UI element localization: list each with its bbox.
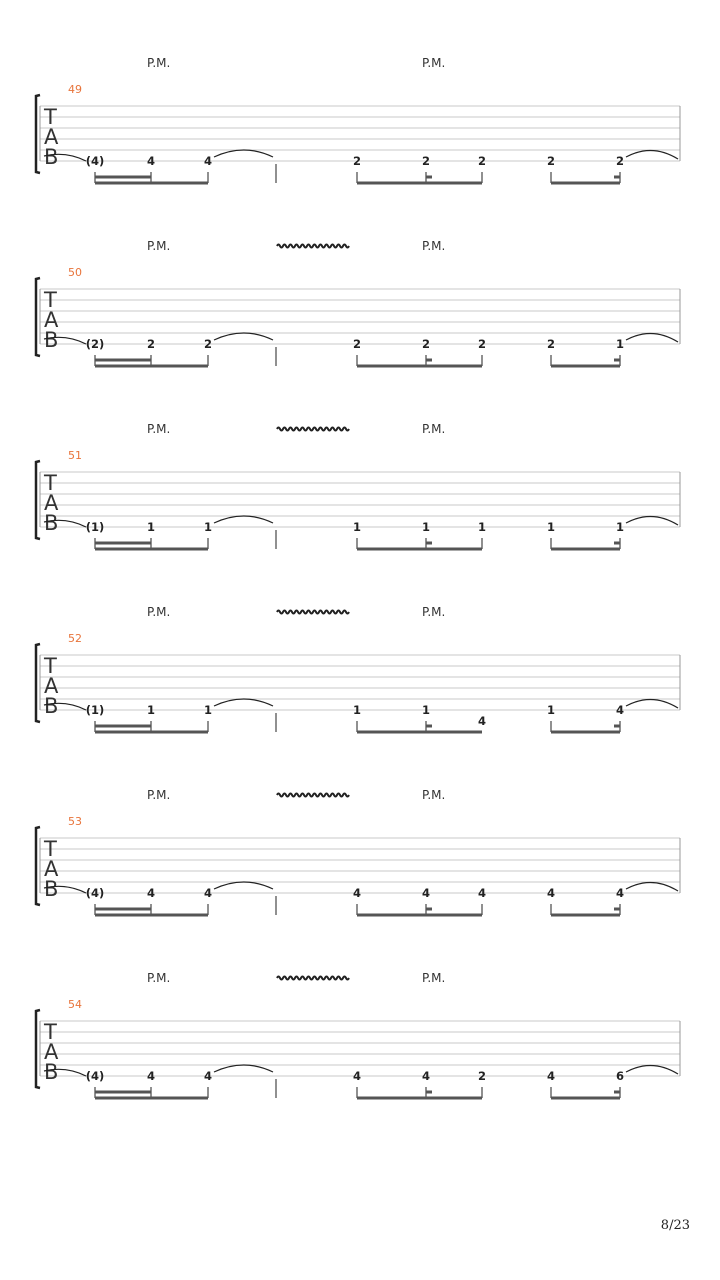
tab-clef-letter: A	[44, 491, 59, 515]
fret-number: 4	[477, 886, 487, 900]
measure-number: 54	[68, 998, 82, 1011]
tab-clef-letter: B	[44, 1060, 59, 1084]
fret-number: 1	[203, 520, 213, 534]
fret-number: 6	[615, 1069, 625, 1083]
fret-number: 4	[421, 886, 431, 900]
fret-number: 2	[546, 154, 556, 168]
fret-number: 1	[546, 703, 556, 717]
palm-mute-label: P.M.	[422, 788, 446, 802]
system-bracket	[36, 95, 40, 173]
beam-secondary	[95, 176, 151, 179]
fret-number: 4	[146, 1069, 156, 1083]
beam	[551, 182, 620, 185]
beam	[551, 548, 620, 551]
fret-number: 1	[203, 703, 213, 717]
fret-number: 1	[146, 703, 156, 717]
page-number: 8/23	[660, 1218, 690, 1233]
beam	[357, 182, 482, 185]
fret-number: 4	[146, 886, 156, 900]
tie-out	[626, 150, 678, 159]
palm-mute-label: P.M.	[147, 239, 171, 253]
palm-mute-label: P.M.	[422, 605, 446, 619]
tab-clef-letter: B	[44, 694, 59, 718]
beam	[95, 914, 208, 917]
palm-mute-label: P.M.	[422, 56, 446, 70]
fret-number: 1	[546, 520, 556, 534]
beam-secondary	[95, 908, 151, 911]
system-bracket	[36, 461, 40, 539]
fret-number: (1)	[85, 703, 105, 717]
tab-system	[36, 971, 680, 1100]
fret-number: 2	[421, 154, 431, 168]
tab-clef-letter: T	[44, 288, 57, 312]
palm-mute-label: P.M.	[147, 56, 171, 70]
beam	[551, 914, 620, 917]
fret-number: 4	[421, 1069, 431, 1083]
fret-number: 4	[203, 154, 213, 168]
fret-number: 4	[615, 886, 625, 900]
fret-number: 4	[615, 703, 625, 717]
tab-system	[36, 239, 680, 368]
tie	[214, 699, 273, 706]
tab-clef-letter: A	[44, 1040, 59, 1064]
fret-number: 4	[546, 886, 556, 900]
beam-partial	[614, 176, 620, 179]
fret-number: 2	[352, 154, 362, 168]
tab-clef-letter: B	[44, 877, 59, 901]
tab-system	[36, 56, 680, 185]
beam-partial	[614, 542, 620, 545]
fret-number: 1	[477, 520, 487, 534]
beam-partial	[614, 908, 620, 911]
tab-clef-letter: B	[44, 328, 59, 352]
fret-number: 2	[615, 154, 625, 168]
beam	[95, 548, 208, 551]
fret-number: 2	[203, 337, 213, 351]
vibrato-mark	[277, 611, 349, 614]
palm-mute-label: P.M.	[147, 788, 171, 802]
tab-clef-letter: B	[44, 511, 59, 535]
fret-number: 2	[421, 337, 431, 351]
beam	[95, 182, 208, 185]
fret-number: 4	[203, 1069, 213, 1083]
tie	[214, 1065, 273, 1072]
fret-number: 1	[615, 337, 625, 351]
tab-clef-letter: T	[44, 837, 57, 861]
tie-out	[626, 882, 678, 891]
tie	[214, 882, 273, 889]
palm-mute-label: P.M.	[147, 605, 171, 619]
beam	[551, 1097, 620, 1100]
fret-number: 1	[352, 703, 362, 717]
beam	[357, 548, 482, 551]
tab-system	[36, 422, 680, 551]
palm-mute-label: P.M.	[422, 239, 446, 253]
vibrato-mark	[277, 428, 349, 431]
beam-secondary	[95, 359, 151, 362]
fret-number: 1	[615, 520, 625, 534]
beam-partial	[614, 359, 620, 362]
beam	[551, 365, 620, 368]
beam-secondary	[95, 1091, 151, 1094]
measure-number: 49	[68, 83, 82, 96]
vibrato-mark	[277, 245, 349, 248]
palm-mute-label: P.M.	[422, 422, 446, 436]
fret-number: 2	[477, 337, 487, 351]
tab-clef-letter: A	[44, 125, 59, 149]
tie-out	[626, 1065, 678, 1074]
vibrato-mark	[277, 977, 349, 980]
beam-partial	[426, 908, 432, 911]
vibrato-mark	[277, 794, 349, 797]
beam-partial	[614, 725, 620, 728]
fret-number: (4)	[85, 154, 105, 168]
beam-partial	[426, 725, 432, 728]
tie	[214, 333, 273, 340]
fret-number: 4	[352, 1069, 362, 1083]
tab-clef-letter: B	[44, 145, 59, 169]
tab-clef-letter: T	[44, 105, 57, 129]
fret-number: 4	[546, 1069, 556, 1083]
tie-out	[626, 699, 678, 708]
tab-system	[36, 788, 680, 917]
beam	[357, 731, 482, 734]
beam-partial	[426, 359, 432, 362]
fret-number: 1	[146, 520, 156, 534]
beam-partial	[614, 1091, 620, 1094]
tab-clef-letter: A	[44, 674, 59, 698]
palm-mute-label: P.M.	[147, 971, 171, 985]
system-bracket	[36, 1010, 40, 1088]
fret-number: 2	[477, 154, 487, 168]
tab-clef-letter: T	[44, 654, 57, 678]
tie-out	[626, 516, 678, 525]
beam-partial	[426, 542, 432, 545]
fret-number: 2	[352, 337, 362, 351]
palm-mute-label: P.M.	[422, 971, 446, 985]
beam	[95, 1097, 208, 1100]
fret-number: 2	[546, 337, 556, 351]
system-bracket	[36, 827, 40, 905]
fret-number: 4	[352, 886, 362, 900]
beam	[357, 1097, 482, 1100]
fret-number: 4	[477, 714, 487, 728]
tie-out	[626, 333, 678, 342]
palm-mute-label: P.M.	[147, 422, 171, 436]
tie	[214, 150, 273, 157]
fret-number: 2	[146, 337, 156, 351]
beam-secondary	[95, 542, 151, 545]
fret-number: 4	[203, 886, 213, 900]
beam	[95, 731, 208, 734]
beam	[95, 365, 208, 368]
fret-number: 1	[352, 520, 362, 534]
measure-number: 50	[68, 266, 82, 279]
measure-number: 52	[68, 632, 82, 645]
fret-number: 1	[421, 703, 431, 717]
beam-partial	[426, 176, 432, 179]
fret-number: 4	[146, 154, 156, 168]
system-bracket	[36, 278, 40, 356]
fret-number: (4)	[85, 886, 105, 900]
tab-clef-letter: A	[44, 857, 59, 881]
measure-number: 53	[68, 815, 82, 828]
fret-number: (4)	[85, 1069, 105, 1083]
fret-number: (1)	[85, 520, 105, 534]
beam	[551, 731, 620, 734]
fret-number: 1	[421, 520, 431, 534]
beam	[357, 365, 482, 368]
tie	[214, 516, 273, 523]
tab-system	[36, 605, 680, 734]
system-bracket	[36, 644, 40, 722]
beam-partial	[426, 1091, 432, 1094]
beam-secondary	[95, 725, 151, 728]
fret-number: 2	[477, 1069, 487, 1083]
measure-number: 51	[68, 449, 82, 462]
tab-clef-letter: T	[44, 471, 57, 495]
beam	[357, 914, 482, 917]
tab-clef-letter: T	[44, 1020, 57, 1044]
fret-number: (2)	[85, 337, 105, 351]
tab-clef-letter: A	[44, 308, 59, 332]
